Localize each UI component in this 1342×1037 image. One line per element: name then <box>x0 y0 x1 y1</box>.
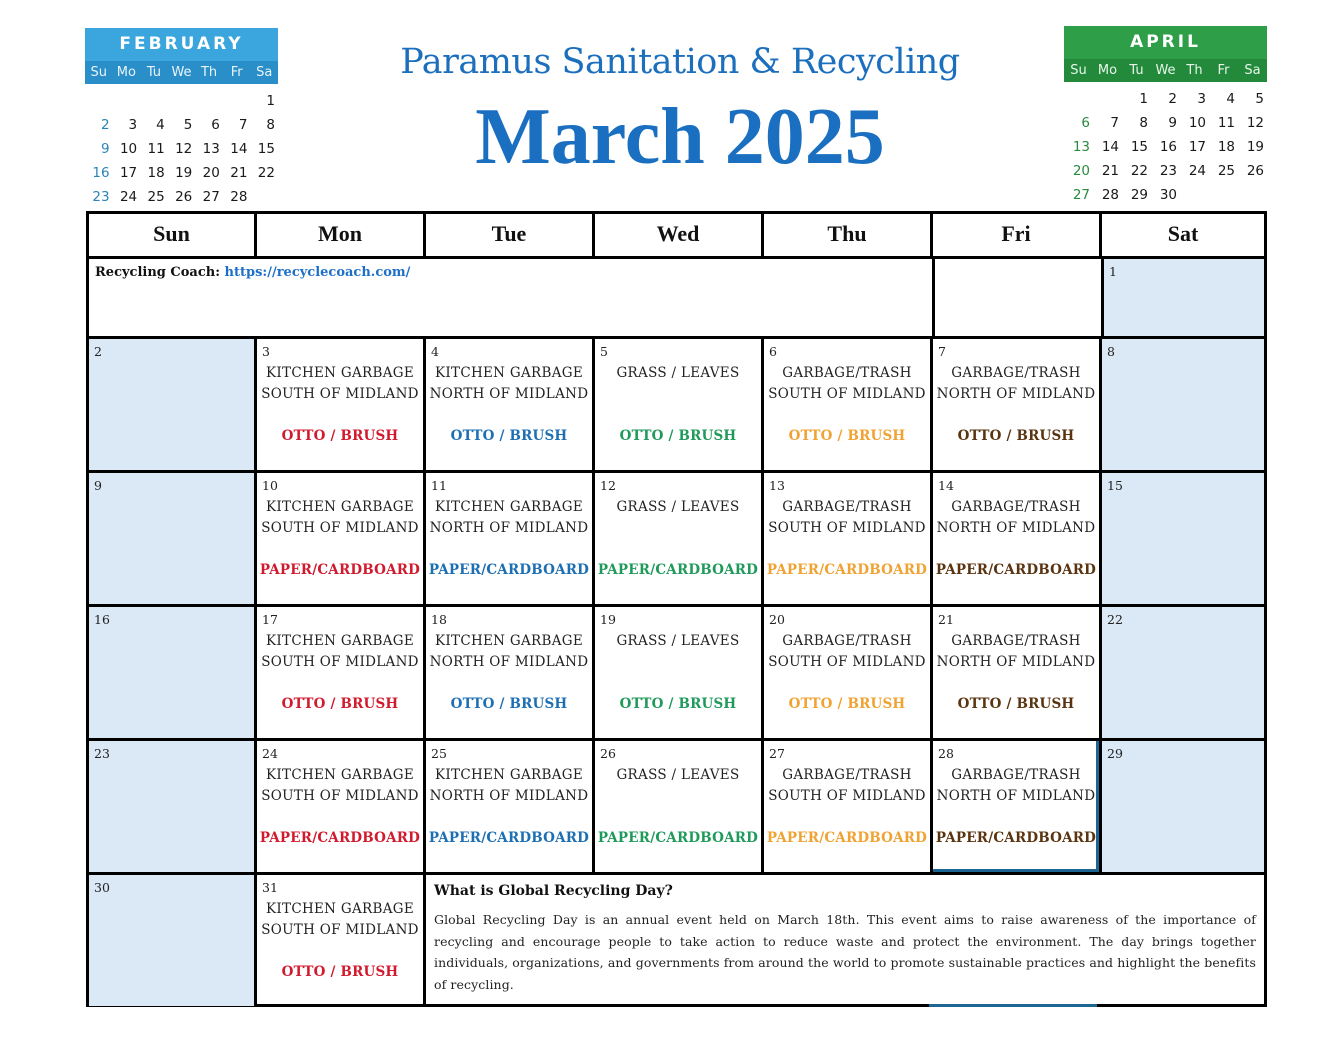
special-pickup: OTTO / BRUSH <box>788 696 906 712</box>
day-cell <box>595 741 764 872</box>
mini-calendar-day: 5 <box>1255 91 1264 107</box>
mini-calendar-day <box>1064 88 1093 110</box>
special-pickup: OTTO / BRUSH <box>281 696 399 712</box>
day-number: 30 <box>94 880 110 895</box>
mini-calendar-day: 15 <box>257 141 275 157</box>
accent-border <box>929 1004 1097 1007</box>
month-calendar-grid <box>86 211 1267 1007</box>
mini-calendar-day: 22 <box>257 165 275 181</box>
day-cell <box>595 339 764 470</box>
day-cell <box>595 473 764 604</box>
day-cell <box>426 339 595 470</box>
collection-type: KITCHEN GARBAGE <box>435 767 583 783</box>
weekday: Su <box>90 65 108 80</box>
weekday-header: Mon <box>257 214 426 256</box>
day-cell <box>933 339 1102 470</box>
mini-calendar-day: 17 <box>1188 139 1206 155</box>
mini-calendar-day <box>1093 88 1122 110</box>
collection-type: KITCHEN GARBAGE <box>435 499 583 515</box>
collection-type: GRASS / LEAVES <box>616 767 740 783</box>
mini-calendar-day: 1 <box>1139 91 1148 107</box>
mini-calendar-day: 3 <box>1197 91 1206 107</box>
day-number: 10 <box>262 478 278 493</box>
mini-calendar-day: 10 <box>1188 115 1206 131</box>
collection-zone: SOUTH OF MIDLAND <box>768 386 926 402</box>
collection-zone: NORTH OF MIDLAND <box>429 654 589 670</box>
weekday: Mo <box>1097 63 1118 78</box>
special-pickup: OTTO / BRUSH <box>957 696 1075 712</box>
day-number: 20 <box>769 612 785 627</box>
special-pickup: PAPER/CARDBOARD <box>428 830 590 846</box>
collection-zone: SOUTH OF MIDLAND <box>768 654 926 670</box>
mini-calendar-day: 28 <box>1101 187 1119 203</box>
day-cell <box>1104 259 1264 336</box>
day-number: 3 <box>262 344 270 359</box>
collection-type: GARBAGE/TRASH <box>782 767 912 783</box>
collection-zone: SOUTH OF MIDLAND <box>768 788 926 804</box>
mini-calendar-day: 22 <box>1130 163 1148 179</box>
collection-type: GARBAGE/TRASH <box>782 633 912 649</box>
mini-calendar-month: APRIL <box>1064 26 1267 59</box>
mini-calendar-day: 20 <box>202 165 220 181</box>
mini-calendar-day: 11 <box>1217 115 1235 131</box>
mini-calendar-day: 18 <box>1217 139 1235 155</box>
day-number: 18 <box>431 612 447 627</box>
day-number: 4 <box>431 344 439 359</box>
mini-calendar-day: 8 <box>266 117 275 133</box>
collection-zone: NORTH OF MIDLAND <box>429 788 589 804</box>
mini-calendar-day <box>1238 184 1267 206</box>
mini-calendar-day: 26 <box>1246 163 1264 179</box>
day-cell <box>426 473 595 604</box>
special-pickup: OTTO / BRUSH <box>619 428 737 444</box>
info-title: What is Global Recycling Day? <box>434 883 673 899</box>
mini-calendar-day: 9 <box>100 141 110 157</box>
empty-day-cell <box>935 259 1104 336</box>
mini-calendar-day: 4 <box>156 117 165 133</box>
mini-calendar-day: 6 <box>211 117 220 133</box>
collection-zone: SOUTH OF MIDLAND <box>261 922 419 938</box>
mini-calendar-day: 25 <box>1217 163 1235 179</box>
recycling-coach-link[interactable]: https://recyclecoach.com/ <box>224 265 411 280</box>
mini-calendar-day: 17 <box>119 165 138 181</box>
day-cell <box>933 607 1102 738</box>
day-cell <box>1102 473 1264 604</box>
mini-calendar-day: 28 <box>230 189 248 205</box>
recycling-coach-note <box>89 259 935 336</box>
day-cell <box>257 339 426 470</box>
weekday: Mo <box>116 65 136 80</box>
mini-calendar-day: 2 <box>1168 91 1177 107</box>
special-pickup: OTTO / BRUSH <box>450 696 568 712</box>
mini-calendar-day: 24 <box>119 189 138 205</box>
day-cell <box>1102 741 1264 872</box>
day-number: 31 <box>262 880 278 895</box>
mini-calendar-day <box>223 90 251 112</box>
special-pickup: PAPER/CARDBOARD <box>766 830 928 846</box>
mini-calendar-day: 26 <box>175 189 193 205</box>
mini-calendar-day <box>140 90 168 112</box>
collection-zone: NORTH OF MIDLAND <box>936 386 1096 402</box>
week-row <box>89 607 1264 741</box>
mini-calendar-day: 8 <box>1139 115 1148 131</box>
day-number: 29 <box>1107 746 1123 761</box>
day-number: 7 <box>938 344 946 359</box>
weekday: Tu <box>146 65 162 80</box>
collection-type: GARBAGE/TRASH <box>951 365 1081 381</box>
mini-calendar-april <box>1064 26 1267 206</box>
collection-zone: NORTH OF MIDLAND <box>936 788 1096 804</box>
mini-calendar-february <box>85 28 278 208</box>
day-cell <box>933 741 1102 872</box>
special-pickup: PAPER/CARDBOARD <box>935 830 1097 846</box>
mini-calendar-day: 15 <box>1130 139 1148 155</box>
mini-calendar-day: 27 <box>1072 187 1090 203</box>
day-cell <box>764 607 933 738</box>
mini-calendar-days <box>1064 88 1267 206</box>
mini-calendar-days <box>85 90 278 208</box>
mini-calendar-day: 6 <box>1081 115 1090 131</box>
day-cell <box>89 339 257 470</box>
collection-type: KITCHEN GARBAGE <box>435 365 583 381</box>
week-row <box>89 339 1264 473</box>
special-pickup: PAPER/CARDBOARD <box>935 562 1097 578</box>
day-cell <box>89 875 257 1006</box>
day-cell <box>257 473 426 604</box>
mini-calendar-day: 19 <box>175 165 193 181</box>
mini-calendar-day: 27 <box>202 189 220 205</box>
collection-type: GARBAGE/TRASH <box>951 633 1081 649</box>
day-number: 22 <box>1107 612 1123 627</box>
mini-calendar-month: FEBRUARY <box>85 28 278 61</box>
collection-type: KITCHEN GARBAGE <box>435 633 583 649</box>
mini-calendar-day: 10 <box>119 141 138 157</box>
weekday: Su <box>1070 63 1087 78</box>
mini-calendar-day: 16 <box>92 165 110 181</box>
mini-calendar-day: 1 <box>266 93 275 109</box>
weekday: Th <box>200 65 218 80</box>
special-pickup: PAPER/CARDBOARD <box>597 830 759 846</box>
weekday: Sa <box>256 65 273 80</box>
page-title: March 2025 <box>475 93 885 181</box>
mini-calendar-day: 21 <box>230 165 248 181</box>
week-row <box>89 473 1264 607</box>
collection-type: GRASS / LEAVES <box>616 633 740 649</box>
weekday-header: Tue <box>426 214 595 256</box>
mini-calendar-day: 14 <box>230 141 248 157</box>
weekday-header-row <box>89 214 1264 259</box>
day-cell <box>426 607 595 738</box>
weekday-header: Fri <box>933 214 1102 256</box>
collection-zone: NORTH OF MIDLAND <box>429 520 589 536</box>
day-cell <box>595 607 764 738</box>
day-cell <box>764 473 933 604</box>
mini-calendar-day: 11 <box>147 141 165 157</box>
special-pickup: OTTO / BRUSH <box>281 964 399 980</box>
weekday: We <box>1155 63 1176 78</box>
day-number: 9 <box>94 478 102 493</box>
day-cell <box>89 473 257 604</box>
collection-type: GARBAGE/TRASH <box>782 365 912 381</box>
mini-calendar-weekdays <box>1064 59 1267 82</box>
day-number: 26 <box>600 746 616 761</box>
day-cell <box>764 741 933 872</box>
day-number: 15 <box>1107 478 1123 493</box>
special-pickup: PAPER/CARDBOARD <box>766 562 928 578</box>
day-cell <box>89 741 257 872</box>
day-number: 1 <box>1109 264 1117 279</box>
special-pickup: OTTO / BRUSH <box>450 428 568 444</box>
mini-calendar-day: 24 <box>1188 163 1206 179</box>
day-cell <box>257 607 426 738</box>
cell-accent-border <box>933 869 1099 872</box>
collection-type: KITCHEN GARBAGE <box>266 633 414 649</box>
mini-calendar-day: 5 <box>183 117 193 133</box>
weekday: Fr <box>230 65 243 80</box>
day-number: 16 <box>94 612 110 627</box>
weekday-header: Sun <box>89 214 257 256</box>
collection-type: GARBAGE/TRASH <box>951 767 1081 783</box>
global-recycling-day-info <box>426 875 1264 1006</box>
collection-zone: NORTH OF MIDLAND <box>936 520 1096 536</box>
mini-calendar-day: 12 <box>1246 115 1264 131</box>
day-cell <box>1102 339 1264 470</box>
special-pickup: PAPER/CARDBOARD <box>428 562 590 578</box>
special-pickup: PAPER/CARDBOARD <box>597 562 759 578</box>
day-number: 17 <box>262 612 278 627</box>
day-cell <box>933 473 1102 604</box>
special-pickup: OTTO / BRUSH <box>281 428 399 444</box>
mini-calendar-day <box>195 90 223 112</box>
mini-calendar-day: 9 <box>1168 115 1177 131</box>
collection-type: KITCHEN GARBAGE <box>266 767 414 783</box>
collection-zone: SOUTH OF MIDLAND <box>261 788 419 804</box>
day-number: 25 <box>431 746 447 761</box>
mini-calendar-day: 3 <box>128 117 138 133</box>
mini-calendar-day <box>85 90 113 112</box>
week-row <box>89 259 1264 339</box>
day-number: 13 <box>769 478 785 493</box>
mini-calendar-weekdays <box>85 61 278 84</box>
day-number: 6 <box>769 344 777 359</box>
weekday: Tu <box>1129 63 1144 78</box>
day-cell <box>426 741 595 872</box>
weekday: Sa <box>1244 63 1261 78</box>
mini-calendar-day: 20 <box>1072 163 1090 179</box>
day-number: 5 <box>600 344 608 359</box>
special-pickup: PAPER/CARDBOARD <box>259 830 421 846</box>
day-number: 21 <box>938 612 954 627</box>
collection-zone: SOUTH OF MIDLAND <box>768 520 926 536</box>
weekday: Th <box>1186 63 1203 78</box>
mini-calendar-day: 23 <box>92 189 110 205</box>
day-number: 11 <box>431 478 447 493</box>
weekday-header: Wed <box>595 214 764 256</box>
day-cell <box>1102 607 1264 738</box>
day-number: 2 <box>94 344 102 359</box>
mini-calendar-day: 25 <box>147 189 165 205</box>
info-body: Global Recycling Day is an annual event held on March 18th. This event aims to raise awareness of the importance of recycling and encourage people to take action to reduce waste and protect the environment. The day brings together individuals, organizations, and governments from around the world to promote sustainable practices and highlight the benefits of recycling. <box>434 912 1256 992</box>
recycling-coach-label: Recycling Coach: <box>95 265 221 280</box>
mini-calendar-day: 4 <box>1226 91 1235 107</box>
day-number: 8 <box>1107 344 1115 359</box>
mini-calendar-day <box>113 90 141 112</box>
page-subtitle: Paramus Sanitation & Recycling <box>400 42 960 82</box>
mini-calendar-day: 23 <box>1159 163 1177 179</box>
mini-calendar-day: 14 <box>1101 139 1119 155</box>
collection-type: GRASS / LEAVES <box>616 499 740 515</box>
day-number: 12 <box>600 478 616 493</box>
day-cell <box>89 607 257 738</box>
mini-calendar-day: 18 <box>147 165 165 181</box>
day-number: 23 <box>94 746 110 761</box>
collection-type: KITCHEN GARBAGE <box>266 901 414 917</box>
mini-calendar-day: 13 <box>202 141 220 157</box>
day-cell <box>764 339 933 470</box>
collection-zone: SOUTH OF MIDLAND <box>261 520 419 536</box>
day-number: 27 <box>769 746 785 761</box>
mini-calendar-day: 2 <box>100 117 110 133</box>
mini-calendar-day: 30 <box>1159 187 1177 203</box>
weekday-header: Sat <box>1167 221 1199 246</box>
mini-calendar-day: 16 <box>1159 139 1177 155</box>
week-row <box>89 875 1264 1006</box>
day-number: 19 <box>600 612 616 627</box>
mini-calendar-day: 7 <box>1110 115 1119 131</box>
collection-zone: NORTH OF MIDLAND <box>429 386 589 402</box>
mini-calendar-day: 29 <box>1130 187 1148 203</box>
day-number: 28 <box>938 746 954 761</box>
special-pickup: PAPER/CARDBOARD <box>259 562 421 578</box>
mini-calendar-day: 12 <box>175 141 193 157</box>
weekday: We <box>171 65 192 80</box>
special-pickup: OTTO / BRUSH <box>788 428 906 444</box>
weekday-header: Thu <box>764 214 933 256</box>
collection-zone: SOUTH OF MIDLAND <box>261 654 419 670</box>
mini-calendar-day: 21 <box>1101 163 1119 179</box>
day-number: 14 <box>938 478 954 493</box>
day-cell <box>257 741 426 872</box>
mini-calendar-day <box>168 90 196 112</box>
mini-calendar-day: 19 <box>1246 139 1264 155</box>
collection-type: KITCHEN GARBAGE <box>266 499 414 515</box>
mini-calendar-day <box>1209 184 1238 206</box>
collection-zone: NORTH OF MIDLAND <box>936 654 1096 670</box>
collection-type: GARBAGE/TRASH <box>782 499 912 515</box>
mini-calendar-day <box>250 186 278 208</box>
special-pickup: OTTO / BRUSH <box>957 428 1075 444</box>
mini-calendar-day: 13 <box>1072 139 1090 155</box>
mini-calendar-day: 7 <box>238 117 248 133</box>
collection-type: GARBAGE/TRASH <box>951 499 1081 515</box>
collection-zone: SOUTH OF MIDLAND <box>261 386 419 402</box>
special-pickup: OTTO / BRUSH <box>619 696 737 712</box>
mini-calendar-day <box>1180 184 1209 206</box>
collection-type: GRASS / LEAVES <box>616 365 740 381</box>
week-row <box>89 741 1264 875</box>
day-cell <box>257 875 426 1006</box>
day-number: 24 <box>262 746 278 761</box>
collection-type: KITCHEN GARBAGE <box>266 365 414 381</box>
weekday: Fr <box>1217 63 1230 78</box>
